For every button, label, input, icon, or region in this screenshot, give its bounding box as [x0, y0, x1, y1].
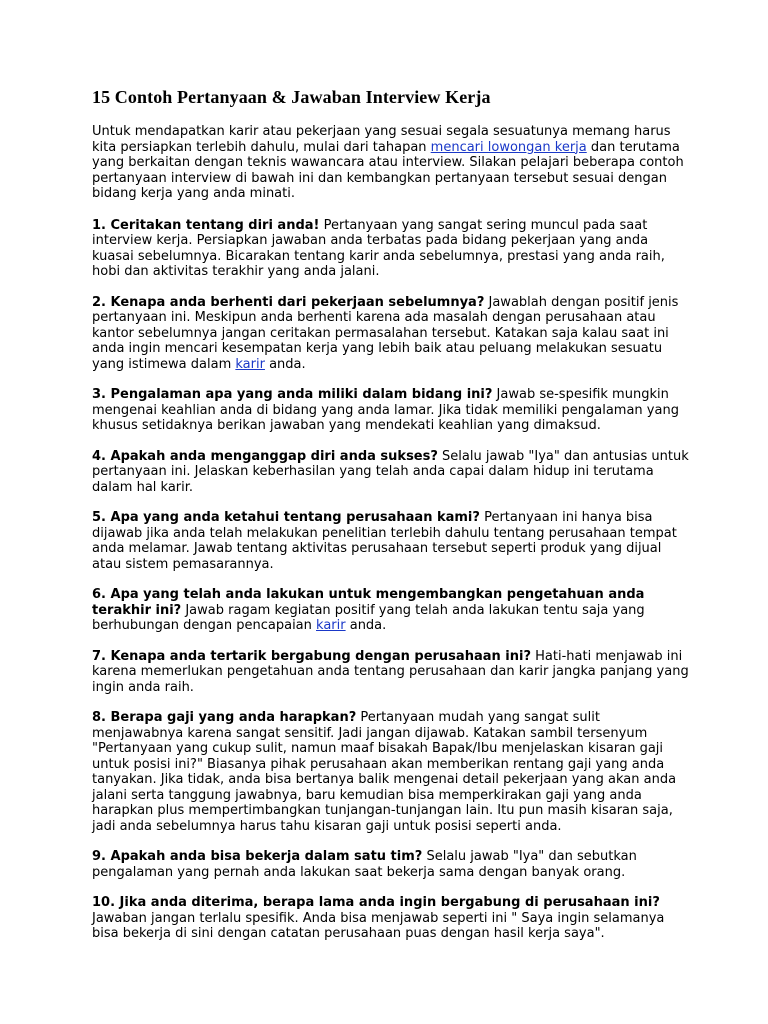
qa-item-7 [92, 649, 692, 696]
answer-2: Jawablah dengan positif jenis pertanyaan ini. Meskipun anda berhenti karena ada masalah dengan perusahaan atau kantor sebelumnya jangan ceritakan permasalahan tersebut. Katakan saja kalau saat ini anda ingin mencari kesempatan kerja yang lebih baik atau peluang melakukan sesuatu yang istimewa dalam [92, 294, 679, 372]
answer-8: Pertanyaan mudah yang sangat sulit menjawabnya karena sangat sensitif. Jadi jangan dijawab. Katakan sambil tersenyum "Pertanyaan yang cukup sulit, namun maaf bisakah Bapak/Ibu menjelaskan kisaran gaji untuk posisi ini?" Biasanya pihak perusahaan akan memberikan rentang gaji yang anda tanyakan. Jika tidak, anda bisa bertanya balik mengenai detail pekerjaan yang akan anda jalani serta tanggung jawabnya, baru kemudian bisa memperkirakan gaji yang anda harapkan plus mempertimbangkan tunjangan-tunjangan lain. Itu pun masih kisaran saja, jadi anda sebelumnya harus tahu kisaran gaji untuk posisi seperti anda. [92, 710, 677, 834]
page-title: 15 Contoh Pertanyaan & Jawaban Interview Kerja [92, 87, 491, 107]
answer-3: Jawab se-spesifik mungkin mengenai keahlian anda di bidang yang anda lamar. Jika tidak memiliki pengalaman yang khusus setidaknya berikan jawaban yang mendekati keahlian yang dimaksud. [92, 387, 679, 433]
qa-item-2 [92, 295, 692, 373]
question-2: 2. Kenapa anda berhenti dari pekerjaan sebelumnya? [92, 294, 485, 310]
answer-6-end: anda. [345, 618, 387, 633]
question-5: 5. Apa yang anda ketahui tentang perusahaan kami? [92, 510, 480, 525]
question-1: 1. Ceritakan tentang diri anda! [92, 217, 320, 233]
question-8: 8. Berapa gaji yang anda harapkan? [92, 710, 357, 725]
karir-link[interactable]: karir [235, 356, 265, 372]
answer-7: Hati-hati menjawab ini karena memerlukan pengetahuan anda tentang perusahaan dan karir jangka panjang yang ingin anda raih. [92, 648, 689, 695]
answer-1: Pertanyaan yang sangat sering muncul pada saat interview kerja. Persiapkan jawaban anda terbatas pada bidang pekerjaan yang anda kuasai sebelumnya. Bicarakan tentang karir anda sebelumnya, prestasi yang anda raih, hobi dan aktivitas terakhir yang anda jalani. [92, 217, 665, 279]
qa-item-8 [92, 710, 692, 834]
intro-text-before: Untuk mendapatkan karir atau pekerjaan yang sesuai segala sesuatunya memang harus kita persiapkan terlebih dahulu, mulai dari tahapan [92, 124, 671, 155]
qa-item-4 [92, 449, 692, 496]
question-10: 10. Jika anda diterima, berapa lama anda ingin bergabung di perusahaan ini? [92, 895, 660, 910]
qa-item-5 [92, 510, 692, 572]
intro-text-after: dan terutama yang berkaitan dengan teknis wawancara atau interview. Silakan pelajari beberapa contoh pertanyaan interview di bawah ini dan kembangkan pertanyaan tersebut sesuai dengan bidang kerja yang anda minati. [92, 139, 684, 201]
qa-item-3 [92, 387, 692, 434]
intro-paragraph [92, 124, 692, 202]
question-6: 6. Apa yang telah anda lakukan untuk mengembangkan pengetahuan anda terakhir ini? [92, 587, 645, 618]
qa-item-9 [92, 849, 692, 880]
question-9: 9. Apakah anda bisa bekerja dalam satu tim? [92, 849, 423, 864]
question-4: 4. Apakah anda menganggap diri anda sukses? [92, 448, 438, 464]
qa-item-10 [92, 895, 692, 942]
karir-link[interactable]: karir [316, 618, 346, 633]
answer-2-end: anda. [264, 356, 306, 372]
mencari-lowongan-kerja-link[interactable]: mencari lowongan kerja [430, 139, 587, 155]
answer-5: Pertanyaan ini hanya bisa dijawab jika anda telah melakukan penelitian terlebih dahulu tentang perusahaan tempat anda melamar. Jawab tentang aktivitas perusahaan tersebut seperti produk yang dijual atau sistem pemasarannya. [92, 510, 677, 572]
question-7: 7. Kenapa anda tertarik bergabung dengan perusahaan ini? [92, 648, 531, 664]
answer-10: Jawaban jangan terlalu spesifik. Anda bisa menjawab seperti ini " Saya ingin selamanya bisa bekerja di sini dengan catatan perusahaan puas dengan hasil kerja saya". [92, 910, 665, 941]
question-3: 3. Pengalaman apa yang anda miliki dalam bidang ini? [92, 387, 493, 402]
answer-4: Selalu jawab "Iya" dan antusias untuk pertanyaan ini. Jelaskan keberhasilan yang telah anda capai dalam hidup ini terutama dalam hal karir. [92, 448, 689, 495]
qa-item-6 [92, 587, 692, 634]
answer-9: Selalu jawab "Iya" dan sebutkan pengalaman yang pernah anda lakukan saat bekerja sama dengan banyak orang. [92, 849, 637, 880]
answer-6: Jawab ragam kegiatan positif yang telah anda lakukan tentu saja yang berhubungan dengan pencapaian [92, 602, 645, 633]
article-body [92, 124, 692, 957]
qa-item-1 [92, 218, 692, 280]
